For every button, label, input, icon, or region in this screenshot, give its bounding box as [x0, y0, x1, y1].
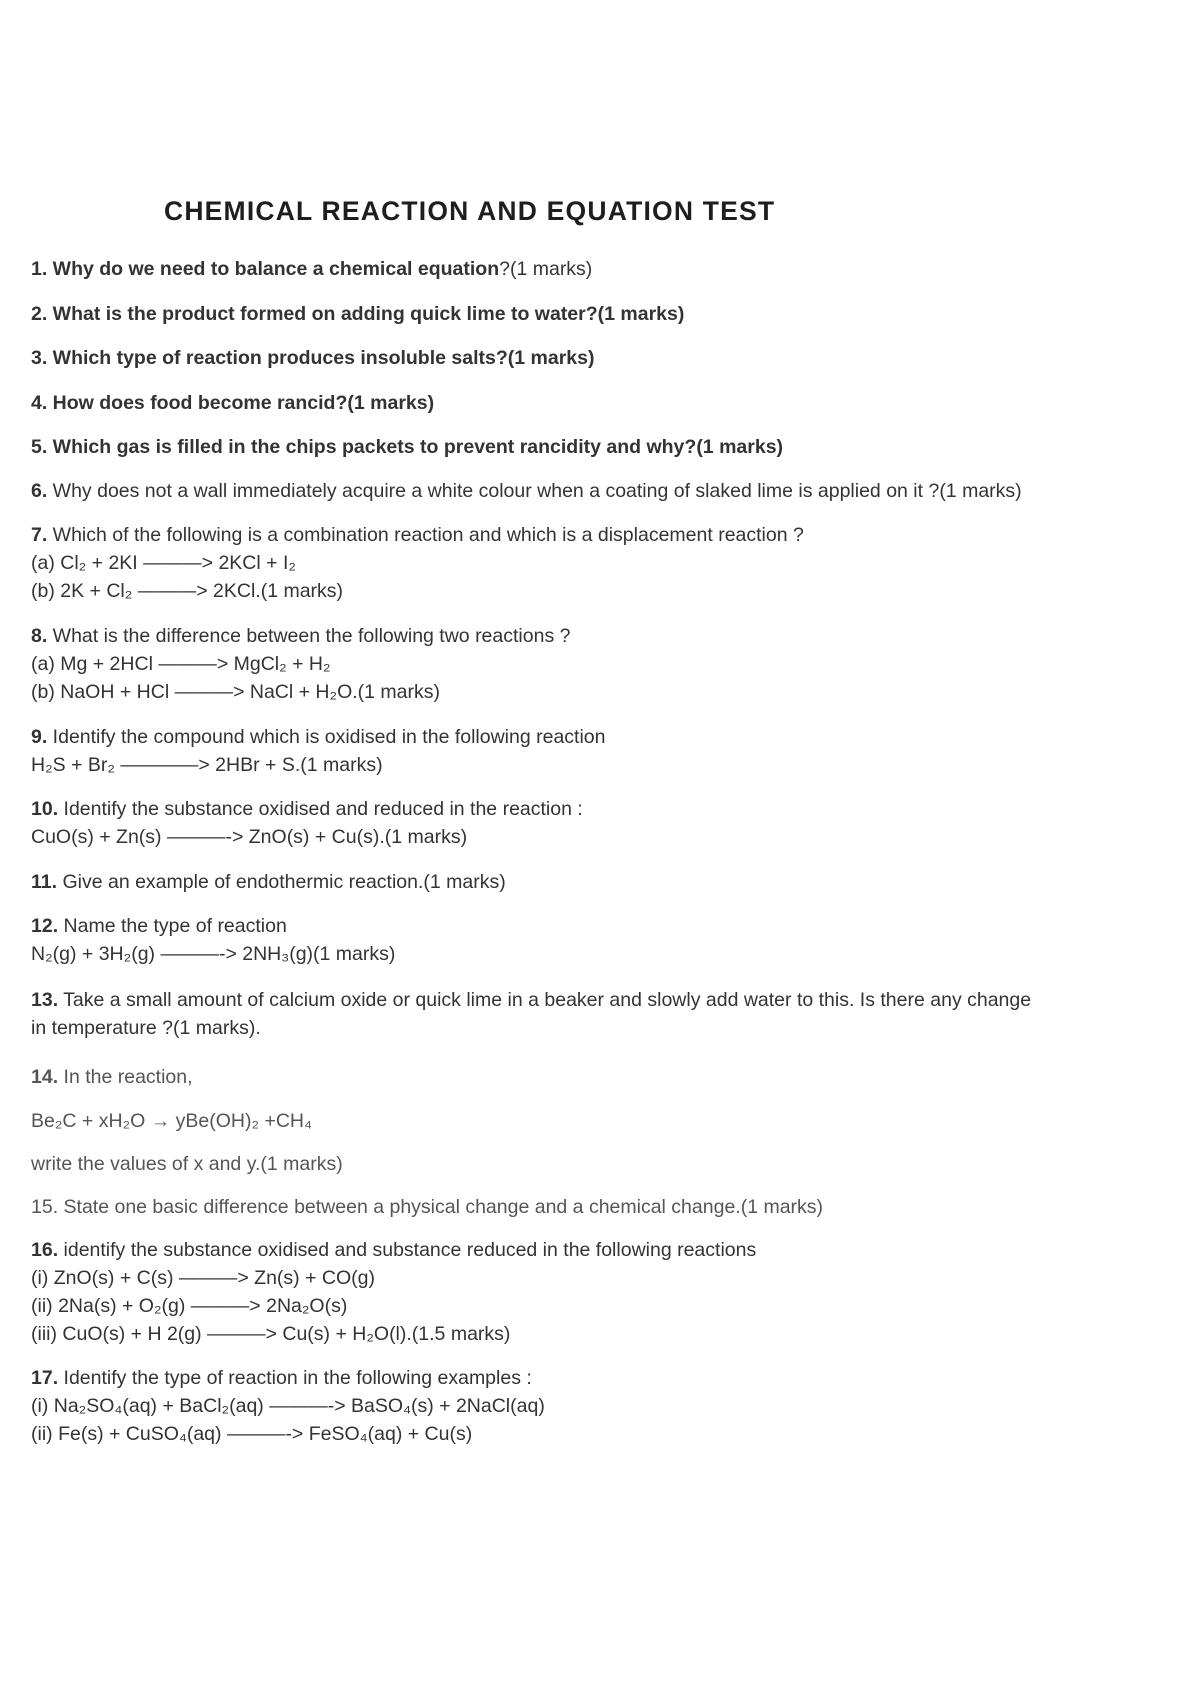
question-16: 16. identify the substance oxidised and substance reduced in the following reactions (i) ZnO(s) + C(s) ———> Zn(s) + CO(g) (ii) 2Na(s) + O₂(g) ———> 2Na₂O(s) (iii) CuO(s) + H 2(g) ———> Cu(s) + H₂O(l).(1.5 marks) — [31, 1236, 756, 1348]
reaction-line: (iii) CuO(s) + H 2(g) ———> Cu(s) + H₂O(l).(1.5 marks) — [31, 1323, 511, 1345]
question-13: 13. Take a small amount of calcium oxide or quick lime in a beaker and slowly add water to this. Is there any change in temperature ?(1 marks). — [31, 986, 1031, 1042]
question-14-equation: Be₂C + xH₂O → yBe(OH)₂ +CH₄ — [31, 1110, 312, 1132]
question-11: 11. Give an example of endothermic reaction.(1 marks) — [31, 871, 506, 893]
reaction-line: (i) Na₂SO₄(aq) + BaCl₂(aq) ———-> BaSO₄(s) + 2NaCl(aq) — [31, 1395, 545, 1417]
question-4: 4. How does food become rancid?(1 marks) — [31, 392, 435, 414]
question-12: 12. Name the type of reaction N₂(g) + 3H₂(g) ———-> 2NH₃(g)(1 marks) — [31, 912, 395, 968]
question-6: 6. Why does not a wall immediately acquire a white colour when a coating of slaked lime is applied on it ?(1 marks) — [31, 480, 1022, 502]
reaction-line: (a) Mg + 2HCl ———> MgCl₂ + H₂ — [31, 653, 331, 675]
question-1: 1. Why do we need to balance a chemical equation?(1 marks) — [31, 258, 593, 280]
reaction-line: (i) ZnO(s) + C(s) ———> Zn(s) + CO(g) — [31, 1267, 375, 1289]
page-title: CHEMICAL REACTION AND EQUATION TEST — [164, 196, 776, 226]
reaction-line: (a) Cl₂ + 2KI ———> 2KCl + I₂ — [31, 552, 296, 574]
question-2: 2. What is the product formed on adding quick lime to water?(1 marks) — [31, 303, 685, 325]
question-5: 5. Which gas is filled in the chips packets to prevent rancidity and why?(1 marks) — [31, 436, 784, 458]
reaction-line: (b) 2K + Cl₂ ———> 2KCl.(1 marks) — [31, 580, 344, 602]
question-17: 17. Identify the type of reaction in the following examples : (i) Na₂SO₄(aq) + BaCl₂(aq) ———-> BaSO₄(s) + 2NaCl(aq) (ii) Fe(s) + CuSO₄(aq) ———-> FeSO₄(aq) + Cu(s) — [31, 1364, 545, 1448]
reaction-line: (ii) Fe(s) + CuSO₄(aq) ———-> FeSO₄(aq) + Cu(s) — [31, 1423, 473, 1445]
reaction-line: (ii) 2Na(s) + O₂(g) ———> 2Na₂O(s) — [31, 1295, 348, 1317]
question-15: 15. State one basic difference between a physical change and a chemical change.(1 marks) — [31, 1196, 824, 1218]
reaction-line: H₂S + Br₂ ————> 2HBr + S.(1 marks) — [31, 754, 383, 776]
question-continuation: in temperature ?(1 marks). — [31, 1017, 261, 1039]
question-7: 7. Which of the following is a combination reaction and which is a displacement reaction ? (a) Cl₂ + 2KI ———> 2KCl + I₂ (b) 2K + Cl₂ ———> 2KCl.(1 marks) — [31, 521, 804, 605]
reaction-line: (b) NaOH + HCl ———> NaCl + H₂O.(1 marks) — [31, 681, 441, 703]
reaction-line: N₂(g) + 3H₂(g) ———-> 2NH₃(g)(1 marks) — [31, 943, 396, 965]
question-8: 8. What is the difference between the following two reactions ? (a) Mg + 2HCl ———> MgCl₂ + H₂ (b) NaOH + HCl ———> NaCl + H₂O.(1 marks) — [31, 622, 570, 706]
reaction-line: CuO(s) + Zn(s) ———-> ZnO(s) + Cu(s).(1 marks) — [31, 826, 468, 848]
question-14: 14. In the reaction, — [31, 1066, 193, 1088]
question-10: 10. Identify the substance oxidised and reduced in the reaction : CuO(s) + Zn(s) ———-> ZnO(s) + Cu(s).(1 marks) — [31, 795, 583, 851]
question-9: 9. Identify the compound which is oxidised in the following reaction H₂S + Br₂ ————> 2HBr + S.(1 marks) — [31, 723, 606, 779]
question-3: 3. Which type of reaction produces insoluble salts?(1 marks) — [31, 347, 595, 369]
question-14-prompt: write the values of x and y.(1 marks) — [31, 1153, 343, 1175]
